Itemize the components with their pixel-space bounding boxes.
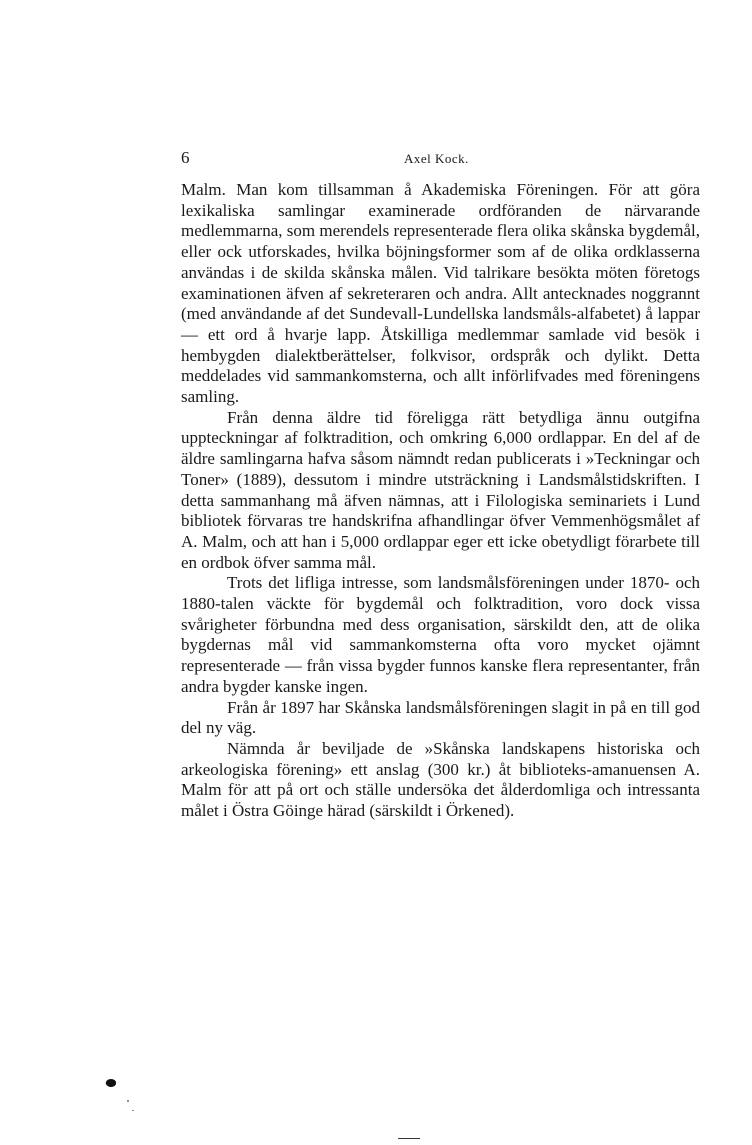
paragraph-1: Malm. Man kom tillsamman å Akademiska Föreningen. För att göra lexikaliska samlingar examinerade ordföranden de närvarande medlemmarna, som merendels representerade flera olika skånska bygdemål, eller ock utforskades, hvilka böjningsformer som af de olika ordklasserna användas i de skilda skånska målen. Vid talrikare besökta möten företogs examinationen äfven af sekreteraren och andra. Allt antecknades noggrannt (med användande af det Sundevall-Lundellska landsmåls-alfabetet) å lappar — ett ord å hvarje lapp. Åtskilliga medlemmar samlade vid besök i hembygden dialektberättelser, folkvisor, ordspråk och dylikt. Detta meddelades vid sammankomsterna, och allt införlifvades med föreningens samling. [181,180,700,407]
paragraph-4: Från år 1897 har Skånska landsmålsföreningen slagit in på en till god del ny väg. [181,697,700,738]
paragraph-2: Från denna äldre tid föreligga rätt betydliga ännu outgifna uppteckningar af folktradition, och omkring 6,000 ordlappar. En del af de äldre samlingarna hafva såsom nämndt redan publicerats i »Teckningar och Toner» (1889), dessutom i mindre utsträckning i Landsmålstidskriften. I detta sammanhang må äfven nämnas, att i Filologiska seminariets i Lund bibliotek förvaras tre handskrifna afhandlingar öfver Vemmenhögsmålet af A. Malm, och att han i 5,000 ordlappar eger ett icke obetydligt förarbete till en ordbok öfver samma mål. [181,407,700,572]
page-number: 6 [181,148,190,167]
paragraph-5: Nämnda år beviljade de »Skånska landskapens historiska och arkeologiska förening» ett anslag (300 kr.) åt biblioteks-amanuensen A. Malm för att på ort och ställe undersöka det ålderdomliga och intressanta målet i Östra Göinge härad (särskildt i Örkened). [181,738,700,821]
body-text [181,180,700,822]
running-head: Axel Kock. [404,151,469,166]
ink-speck-mark [132,1110,134,1111]
ink-blot-mark [104,1078,117,1088]
paragraph-3: Trots det lifliga intresse, som landsmålsföreningen under 1870- och 1880-talen väckte för bygdemål och folktradition, voro dock vissa svårigheter förbundna med dess organisation, särskildt den, att de olika bygdernas mål vid sammankomsterna ofta voro mycket ojämnt representerade — från vissa bygder funnos kanske flera representanter, från andra bygder kanske ingen. [181,573,700,696]
ink-speck-mark [127,1100,129,1102]
bottom-rule [398,1138,420,1139]
